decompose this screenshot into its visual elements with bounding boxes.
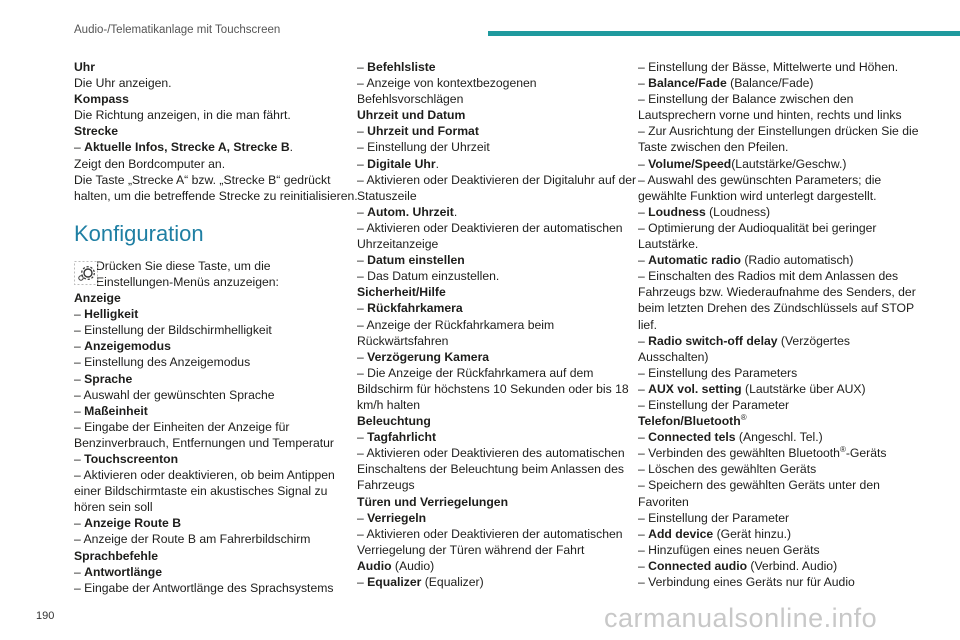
text-line: Einschaltens der Beleuchtung beim Anlassen des — [357, 462, 624, 477]
heading-sprachbefehle: Sprachbefehle — [74, 548, 158, 563]
list-item: – Rückfahrkamera — [357, 301, 463, 316]
text-line: – Einstellung der Bildschirmhelligkeit — [74, 323, 272, 338]
text-line: – Anzeige von kontextbezogenen — [357, 76, 537, 91]
settings-gear-icon — [74, 261, 98, 285]
text-line: – Anzeige der Route B am Fahrerbildschirm — [74, 532, 311, 547]
text-line: Fahrzeugs — [357, 478, 415, 493]
list-item: – Anzeige Route B — [74, 516, 181, 531]
text-line: – Speichern des gewählten Geräts unter den — [638, 478, 880, 493]
text-line: – Aktivieren oder Deaktivieren der automatischen — [357, 526, 623, 541]
text-line: Rückwärtsfahren — [357, 333, 449, 348]
list-item: – Equalizer (Equalizer) — [357, 575, 484, 589]
text-line: Bildschirm für höchstens 10 Sekunden oder bis 18 — [357, 381, 629, 396]
text-line: Fahrzeugs bzw. Wiederaufnahme des Senders, der — [638, 285, 916, 300]
page-header-title: Audio-/Telematikanlage mit Touchscreen — [74, 24, 281, 36]
list-item: – Automatic radio (Radio automatisch) — [638, 253, 854, 268]
heading-beleuchtung: Beleuchtung — [357, 414, 431, 429]
list-item: – AUX vol. setting (Lautstärke über AUX) — [638, 381, 866, 396]
text-line: lief. — [638, 317, 657, 332]
list-item: – Loudness (Loudness) — [638, 204, 771, 219]
text-line: Uhrzeitanzeige — [357, 237, 439, 252]
text-line: – Die Anzeige der Rückfahrkamera auf dem — [357, 365, 594, 380]
text-line: Die Taste „Strecke A“ bzw. „Strecke B“ gedrückt — [74, 172, 331, 187]
text-line: – Einstellung des Anzeigemodus — [74, 355, 251, 370]
section-title-konfiguration: Konfiguration — [74, 220, 204, 246]
text-line: – Einstellung der Uhrzeit — [357, 140, 490, 155]
text-line: km/h halten — [357, 397, 421, 412]
text-line: Befehlsvorschlägen — [357, 92, 464, 107]
list-item: – Balance/Fade (Balance/Fade) — [638, 76, 814, 91]
list-item: – Helligkeit — [74, 307, 139, 322]
text-line: – Optimierung der Audioqualität bei geringer — [638, 220, 877, 235]
heading-anzeige: Anzeige — [74, 291, 121, 306]
text-line: – Anzeige der Rückfahrkamera beim — [357, 317, 555, 332]
text-line: Favoriten — [638, 494, 689, 509]
list-item: – Radio switch-off delay (Verzögertes — [638, 333, 850, 348]
text-line: Lautstärke. — [638, 237, 699, 252]
text-line: halten, um die betreffende Strecke zu reinitialisieren. — [74, 188, 358, 203]
text-line: – Das Datum einzustellen. — [357, 269, 500, 284]
text-line: Einstellungen-Menüs anzuzeigen: — [96, 274, 279, 289]
column-right — [638, 59, 919, 590]
text-line: – Einschalten des Radios mit dem Anlassen des — [638, 269, 899, 284]
text-line: Lautsprechern vorne und hinten, rechts und links — [638, 108, 902, 123]
text-line: Statuszeile — [357, 188, 417, 203]
text-line: – Einstellung der Balance zwischen den — [638, 92, 854, 107]
list-item: – Autom. Uhrzeit. — [357, 204, 458, 219]
text-line: – Verbinden des gewählten Bluetooth®-Geräts — [638, 445, 887, 461]
list-item: – Datum einstellen — [357, 253, 465, 268]
text-line: – Hinzufügen eines neuen Geräts — [638, 542, 820, 557]
list-item: – Connected audio (Verbind. Audio) — [638, 558, 838, 573]
text-line: Taste zwischen den Pfeilen. — [638, 140, 789, 155]
text-line: – Eingabe der Einheiten der Anzeige für — [74, 419, 290, 434]
text-line: – Auswahl des gewünschten Parameters; die — [638, 172, 882, 187]
text-line: – Löschen des gewählten Geräts — [638, 462, 817, 477]
list-item: – Befehlsliste — [357, 60, 436, 74]
text-line: – Einstellung der Parameter — [638, 510, 790, 525]
text-line: Die Richtung anzeigen, in die man fährt. — [74, 108, 291, 123]
text-line: – Aktivieren oder Deaktivieren des automatischen — [357, 446, 625, 461]
column-left — [74, 59, 358, 596]
list-item: – Verzögerung Kamera — [357, 349, 490, 364]
heading-audio: Audio (Audio) — [357, 558, 435, 573]
heading-sicherheit-hilfe: Sicherheit/Hilfe — [357, 285, 446, 300]
header-accent-bar — [488, 31, 960, 36]
text-line: – Eingabe der Antwortlänge des Sprachsystems — [74, 580, 334, 595]
list-item: – Digitale Uhr. — [357, 156, 439, 171]
text-line: Benzinverbrauch, Entfernungen und Temperatur — [74, 435, 334, 450]
list-item: – Verriegeln — [357, 510, 427, 525]
text-line: – Einstellung des Parameters — [638, 365, 798, 380]
list-item: – Connected tels (Angeschl. Tel.) — [638, 430, 823, 445]
list-item: – Touchscreenton — [74, 451, 179, 466]
text-line: Zeigt den Bordcomputer an. — [74, 156, 226, 171]
page-number: 190 — [36, 610, 55, 622]
list-item: – Anzeigemodus — [74, 339, 171, 354]
text-line: Verriegelung der Türen während der Fahrt — [357, 542, 585, 557]
watermark: carmanualsonline.info — [604, 603, 878, 633]
text-line: – Aktuelle Infos, Strecke A, Strecke B. — [74, 140, 294, 155]
list-item: – Sprache — [74, 371, 133, 386]
text-line: – Auswahl der gewünschten Sprache — [74, 387, 275, 402]
list-item: – Volume/Speed(Lautstärke/Geschw.) — [638, 156, 847, 171]
column-middle — [357, 59, 637, 590]
text-line: – Zur Ausrichtung der Einstellungen drücken Sie die — [638, 124, 919, 139]
heading-kompass: Kompass — [74, 92, 129, 107]
text-line: beim letzten Drehen des Zündschlüssels auf STOP — [638, 301, 915, 316]
text-line: hören sein soll — [74, 500, 153, 515]
list-item: – Add device (Gerät hinzu.) — [638, 526, 792, 541]
text-line: – Aktivieren oder deaktivieren, ob beim Antippen — [74, 468, 335, 483]
heading-telefon-bluetooth: Telefon/Bluetooth® — [638, 413, 747, 429]
text-line: gewählte Funktion wird unterlegt dargestellt. — [638, 188, 877, 203]
list-item: – Maßeinheit — [74, 403, 148, 418]
text-line: – Einstellung der Parameter — [638, 397, 790, 412]
heading-strecke: Strecke — [74, 124, 119, 139]
heading-uhrzeit-datum: Uhrzeit und Datum — [357, 108, 466, 123]
text-line: Drücken Sie diese Taste, um die — [96, 258, 271, 273]
text-line: – Einstellung der Bässe, Mittelwerte und Höhen. — [638, 60, 899, 74]
text-line: Die Uhr anzeigen. — [74, 76, 172, 91]
list-item: – Tagfahrlicht — [357, 430, 437, 445]
list-item: – Antwortlänge — [74, 564, 163, 579]
heading-tueren: Türen und Verriegelungen — [357, 494, 509, 509]
text-line: – Verbindung eines Geräts nur für Audio — [638, 575, 855, 589]
text-line: Ausschalten) — [638, 349, 709, 364]
text-line: einer Bildschirmtaste ein akustisches Signal zu — [74, 484, 328, 499]
text-line: – Aktivieren oder Deaktivieren der automatischen — [357, 220, 623, 235]
text-line: – Aktivieren oder Deaktivieren der Digitaluhr auf der — [357, 172, 637, 187]
list-item: – Uhrzeit und Format — [357, 124, 479, 139]
heading-uhr: Uhr — [74, 60, 95, 74]
settings-key-instruction — [74, 258, 346, 290]
